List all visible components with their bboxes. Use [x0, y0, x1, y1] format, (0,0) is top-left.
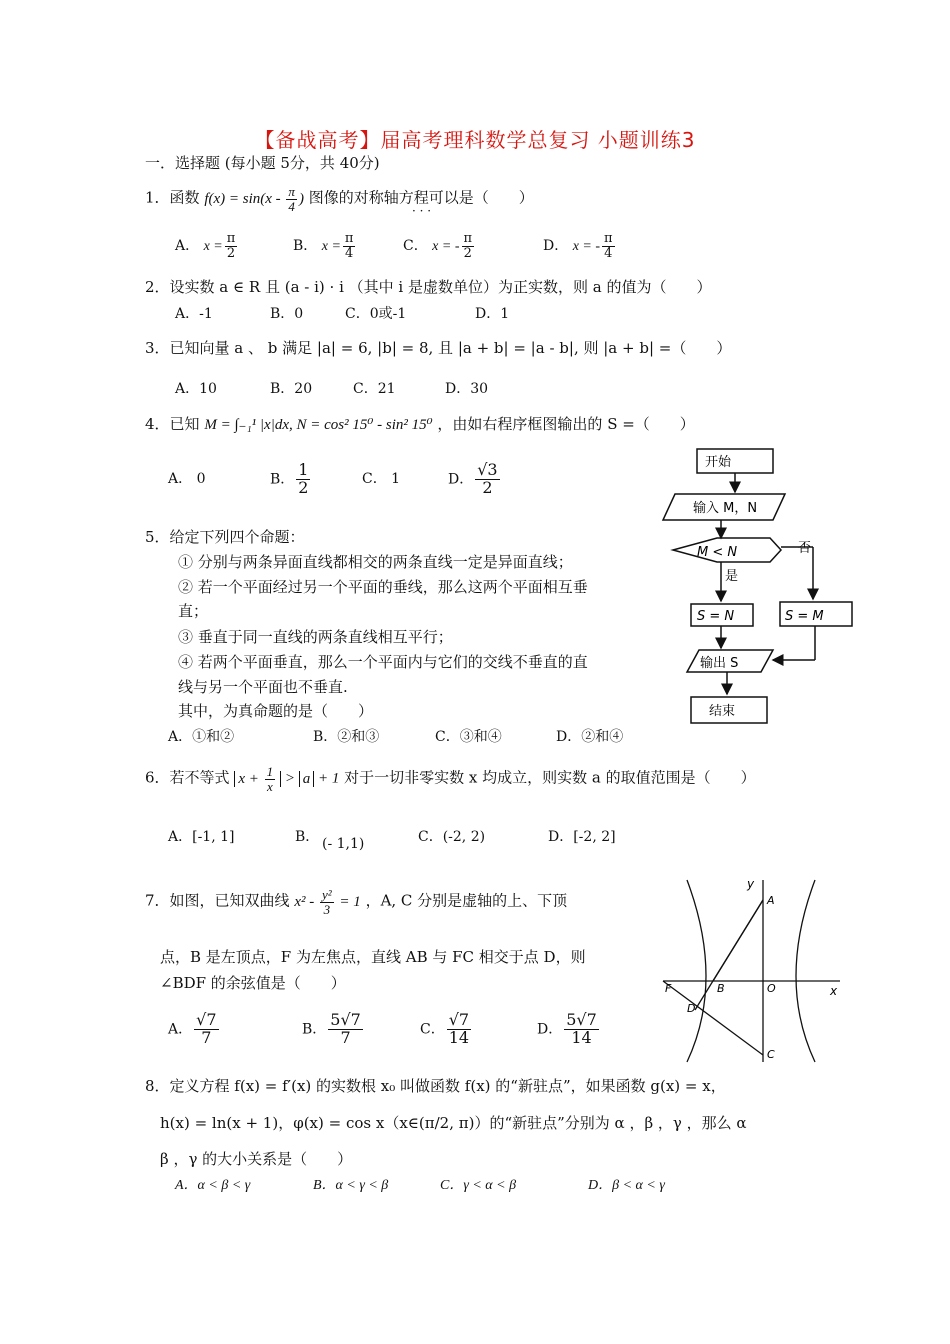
q2-option-d[interactable]: D．1 — [475, 306, 510, 322]
line-fc — [663, 981, 763, 1055]
flow-output-label: 输出 S — [700, 656, 739, 671]
q8-option-c[interactable]: C．γ < α < β — [440, 1178, 517, 1193]
q7-line-2: 点，B 是左顶点，F 为左焦点，直线 AB 与 FC 相交于点 D，则 — [160, 948, 586, 966]
page-title: 【备战高考】届高考理科数学总复习 小题训练3 — [254, 128, 696, 152]
q5-option-b[interactable]: B．②和③ — [313, 729, 380, 745]
label-o: O — [767, 982, 776, 995]
q5-line-3: 直； — [178, 602, 209, 620]
q6-prefix: 6．若不等式 — [145, 768, 230, 787]
q6-option-b[interactable]: B． — [295, 829, 320, 845]
q1-option-b[interactable]: B． x = $\frac{\pi}{4}$ — [293, 231, 354, 261]
q1-option-d[interactable]: D． x = - $\frac{\pi}{4}$ — [543, 231, 613, 261]
q1-tail: 图像的对称轴方程可以是（ ） — [308, 188, 534, 207]
section-heading: 一．选择题 (每小题 5分，共 40分) — [145, 154, 380, 172]
q7-option-d[interactable]: D． $\frac{5√7}{14}$ — [537, 1010, 597, 1047]
q5-line-1: ① 分别与两条异面直线都相交的两条直线一定是异面直线； — [178, 553, 573, 571]
question-7 — [145, 888, 567, 916]
question-5: 5．给定下列四个命题： — [145, 528, 305, 546]
q6-inequality: x + $\frac{1}{x}$ > a + 1 — [234, 771, 339, 787]
label-b: B — [717, 982, 725, 995]
q4-option-a[interactable]: A． 0 — [168, 471, 206, 487]
q1-option-a[interactable]: A． x = $\frac{\pi}{2}$ — [175, 231, 236, 261]
program-flowchart — [655, 442, 855, 732]
q7-option-b[interactable]: B． $\frac{5√7}{7}$ — [302, 1010, 361, 1047]
q5-line-2: ② 若一个平面经过另一个平面的垂线，那么这两个平面相互垂 — [178, 578, 588, 596]
q5-option-c[interactable]: C．③和④ — [435, 729, 502, 745]
q6-option-b-value: (- 1,1) — [322, 836, 365, 852]
label-f: F — [665, 982, 672, 995]
q8-option-d[interactable]: D．β < α < γ — [588, 1178, 665, 1193]
q8-option-b[interactable]: B．α < γ < β — [313, 1178, 389, 1193]
q6-option-d[interactable]: D．[-2, 2] — [548, 829, 616, 845]
flow-cond-label: M < N — [697, 545, 738, 560]
flow-input-label: 输入 M，N — [693, 501, 758, 516]
flow-no-label: 否 — [798, 541, 812, 556]
q3-option-a[interactable]: A．10 — [175, 381, 217, 397]
q7-line1-tail: ，A, C 分别是虚轴的上、下顶 — [365, 891, 568, 910]
label-y: y — [747, 877, 755, 891]
q7-hyperbola-eq: x² - $\frac{\text{y²}}{3}$ = 1 — [294, 887, 361, 917]
q4-option-d[interactable]: D． $\frac{√3}{2}$ — [448, 460, 498, 497]
q7-prefix: 7．如图，已知双曲线 — [145, 891, 290, 910]
question-2: 2．设实数 a ∈ R 且 (a - i) · i （其中 i 是虚数单位）为正实数，则 a 的值为（ ） — [145, 278, 712, 296]
emphasis-dots: · · · — [412, 204, 432, 218]
label-a: A — [767, 894, 775, 907]
hyperbola-figure — [655, 872, 850, 1067]
left-branch — [687, 880, 706, 1062]
flow-right-label: S = M — [785, 609, 824, 624]
q7-option-a[interactable]: A． $\frac{√7}{7}$ — [168, 1010, 217, 1047]
q3-option-c[interactable]: C．21 — [353, 381, 396, 397]
flow-start-label: 开始 — [705, 455, 732, 470]
q5-line-6: 线与另一个平面也不垂直. — [178, 678, 348, 696]
q5-line-7: 其中，为真命题的是（ ） — [178, 702, 374, 720]
q8-line-2: h(x) = ln(x + 1)，φ(x) = cos x（x∈(π/2, π)）的“新驻点”分别为 α ，β ，γ ，那么 α — [160, 1114, 747, 1132]
q3-option-b[interactable]: B．20 — [270, 381, 313, 397]
flow-yes-label: 是 — [725, 569, 739, 584]
q4-prefix: 4．已知 — [145, 415, 200, 433]
q3-option-d[interactable]: D．30 — [445, 381, 489, 397]
question-6 — [145, 765, 756, 793]
flow-left-label: S = N — [697, 609, 735, 624]
q2-option-b[interactable]: B．0 — [270, 306, 304, 322]
q7-line-3: ∠BDF 的余弦值是（ ） — [160, 974, 346, 992]
q2-option-c[interactable]: C．0或-1 — [345, 306, 407, 322]
question-8: 8．定义方程 f(x) = f′(x) 的实数根 x₀ 叫做函数 f(x) 的“新驻点”，如果函数 g(x) = x， — [145, 1077, 726, 1095]
q5-option-d[interactable]: D．②和④ — [556, 729, 624, 745]
question-1 — [145, 185, 534, 213]
q4-option-b[interactable]: B． $\frac{1}{2}$ — [270, 460, 309, 497]
q7-option-c[interactable]: C． $\frac{√7}{14}$ — [420, 1010, 470, 1047]
q4-suffix: ，由如右程序框图输出的 S =（ ） — [437, 415, 695, 433]
q1-function: f(x) = sin(x - $\frac{\pi}{4}$ ) — [204, 184, 304, 214]
label-x: x — [830, 984, 838, 998]
q8-line-3: β ，γ 的大小关系是（ ） — [160, 1150, 353, 1168]
q4-option-c[interactable]: C． 1 — [362, 471, 401, 487]
q1-option-c[interactable]: C． x = - $\frac{\pi}{2}$ — [403, 231, 473, 261]
q6-suffix: 对于一切非零实数 x 均成立，则实数 a 的取值范围是（ ） — [344, 768, 756, 787]
q8-option-a[interactable]: A．α < β < γ — [175, 1178, 251, 1193]
q4-formula: M = ∫₋₁¹ |x|dx, N = cos² 15⁰ - sin² 15⁰ — [204, 417, 433, 433]
label-c: C — [767, 1048, 775, 1061]
flow-end-label: 结束 — [709, 704, 736, 719]
right-branch — [796, 880, 815, 1062]
q1-prefix: 1．函数 — [145, 188, 200, 207]
q5-option-a[interactable]: A．①和② — [168, 729, 235, 745]
q2-option-a[interactable]: A．-1 — [175, 306, 213, 322]
q6-option-a[interactable]: A．[-1, 1] — [168, 829, 235, 845]
question-4 — [145, 413, 695, 434]
question-3: 3．已知向量 a 、 b 满足 |a| = 6, |b| = 8, 且 |a + b| = |a - b|, 则 |a + b| =（ ） — [145, 339, 732, 357]
q6-option-c[interactable]: C．(-2, 2) — [418, 829, 486, 845]
q5-line-5: ④ 若两个平面垂直，那么一个平面内与它们的交线不垂直的直 — [178, 653, 588, 671]
q5-line-4: ③ 垂直于同一直线的两条直线相互平行； — [178, 628, 453, 646]
label-d: D — [687, 1002, 696, 1015]
